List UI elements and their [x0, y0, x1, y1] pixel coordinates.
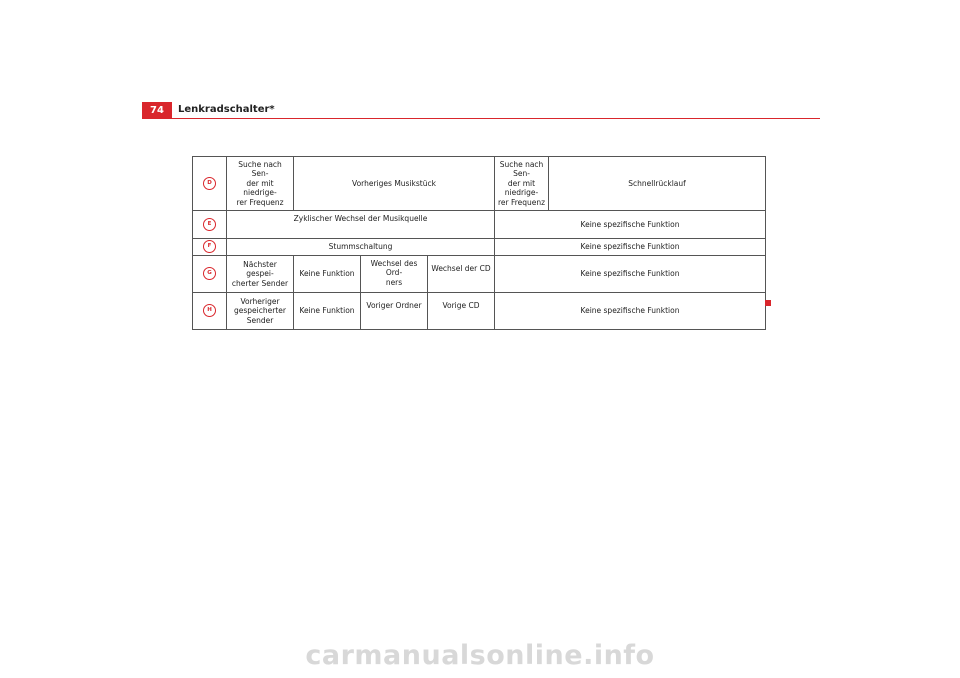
page-number: 74	[142, 102, 172, 119]
table-cell: Keine spezifische Funktion	[495, 292, 766, 329]
key-badge: G	[203, 267, 216, 280]
key-badge: H	[203, 304, 216, 317]
table-cell: Nächster gespei- cherter Sender	[227, 255, 294, 292]
table-cell: Schnellrücklauf	[549, 157, 766, 211]
row-key-cell	[193, 255, 227, 292]
table-cell: Keine spezifische Funktion	[495, 210, 766, 238]
row-key-cell	[193, 292, 227, 329]
table-cell: Vorheriger gespeicherter Sender	[227, 292, 294, 329]
key-badge: D	[203, 177, 216, 190]
table-row	[193, 255, 766, 292]
table-cell: Suche nach Sen- der mit niedrige- rer Frequenz	[495, 157, 549, 211]
watermark: carmanualsonline.info	[305, 640, 655, 671]
section-end-marker	[765, 300, 771, 306]
table-cell: Zyklischer Wechsel der Musikquelle	[227, 210, 495, 238]
header-divider	[142, 118, 820, 119]
table-row	[193, 238, 766, 255]
table-cell: Keine spezifische Funktion	[495, 238, 766, 255]
table-row	[193, 210, 766, 238]
row-key-cell	[193, 210, 227, 238]
table-row	[193, 157, 766, 211]
table-cell: Stummschaltung	[227, 238, 495, 255]
table-cell: Keine Funktion	[294, 255, 361, 292]
function-table	[192, 156, 766, 330]
row-key-cell	[193, 157, 227, 211]
table-cell: Keine spezifische Funktion	[495, 255, 766, 292]
table-cell: Wechsel des Ord- ners	[361, 255, 428, 292]
page-title: Lenkradschalter*	[178, 104, 275, 115]
key-badge: E	[203, 218, 216, 231]
table-cell: Wechsel der CD	[428, 255, 495, 292]
key-badge: F	[203, 240, 216, 253]
row-key-cell	[193, 238, 227, 255]
table-cell: Suche nach Sen- der mit niedrige- rer Frequenz	[227, 157, 294, 211]
table-cell: Voriger Ordner	[361, 292, 428, 329]
table-row	[193, 292, 766, 329]
table-cell: Keine Funktion	[294, 292, 361, 329]
table-cell: Vorheriges Musikstück	[294, 157, 495, 211]
table-cell: Vorige CD	[428, 292, 495, 329]
